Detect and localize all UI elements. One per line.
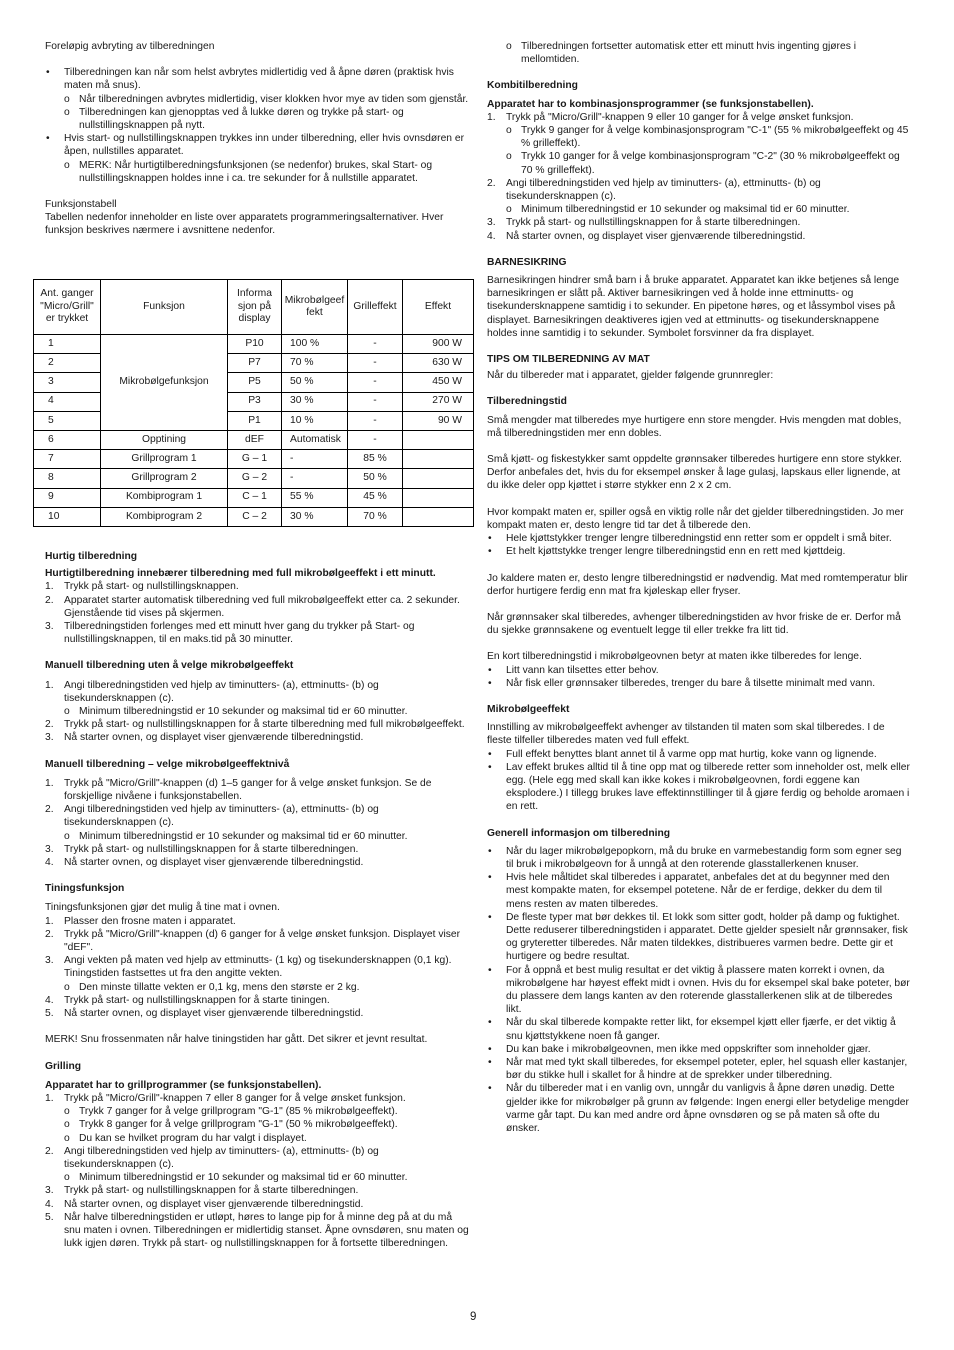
time-paragraph: Når grønnsaker skal tilberedes, avhenger tilberedningstiden av hvor friske de er. Derfor må du sjekke grønnsakene og eventuelt legge til eller trekke fra litt tid. — [487, 611, 901, 637]
table-cell: P10 — [228, 335, 282, 354]
table-cell: Grillprogram 2 — [101, 469, 228, 488]
list-item: • For å oppnå et best mulig resultat er det viktig å plassere maten korrekt i ovnen, da mikrobølgene har høyest effekt midt i ovnen. Hvis du for eksempel skal bake poteter, bør du plassere dem langs kanten av den roterende glasstallerkenen slik at de tilberedes likt. — [487, 964, 910, 1017]
list-item: o Trykk 9 ganger for å velge kombinasjonsprogram "C-1" (55 % mikrobølgeeffekt og 45 % grilleffekt). — [487, 124, 910, 150]
table-cell: Mikrobølgefunksjon — [101, 335, 228, 431]
table-row — [34, 335, 474, 354]
list-text: Når halve tilberedningstiden er utløpt, høres to lange pip for å minne deg på at du må snu maten i ovnen. Tilberedningen er midlertidig stanset. Åpne ovnsdøren, snu maten og lukk igjen døren. Trykk på start- og nullstillingsknappen for å fortsette tilberedningen. — [64, 1211, 469, 1250]
list-item — [487, 177, 910, 203]
list-text: Nå starter ovnen, og displayet viser gjenværende tilberedningstid. — [506, 230, 806, 242]
list-number: 5. — [45, 1008, 54, 1020]
list-item — [45, 731, 471, 744]
list-text: Trykk på "Micro/Grill"-knappen (d) 6 ganger for å velge ønsket funksjon. Displayet viser "dEF". — [64, 928, 461, 954]
list-item: o Tilberedningen kan gjenopptas ved å lukke døren og trykke på start- og nullstillingsknappen på nytt. — [45, 106, 471, 132]
list-item — [45, 915, 471, 928]
combi-subtitle: Apparatet har to kombinasjonsprogrammer (se funksjonstabellen). — [487, 98, 814, 110]
list-item — [45, 928, 471, 954]
table-cell: G – 1 — [228, 450, 282, 469]
table-cell — [403, 430, 474, 449]
list-number: 1. — [45, 581, 54, 593]
tips-intro: Når du tilbereder mat i apparatet, gjelder følgende grunnregler: — [487, 370, 774, 382]
list-item: • Hele kjøttstykker trenger lengre tilberedningstid enn retter som er oppdelt i små biter. — [487, 532, 910, 545]
table-cell: Kombiprogram 2 — [101, 507, 228, 526]
tips-title: TIPS OM TILBEREDNING AV MAT — [487, 354, 650, 366]
table-cell: - — [282, 450, 348, 469]
list-item: • Når fisk eller grønnsaker tilberedes, trenger du bare å tilsette minimalt med vann. — [487, 677, 910, 690]
table-cell: Grillprogram 1 — [101, 450, 228, 469]
table-cell: Opptining — [101, 430, 228, 449]
list-item — [45, 1145, 471, 1171]
list-text: Angi tilberedningstiden ved hjelp av timinutters- (a), ettminutts- (b) og tisekundersknappen (c). — [64, 804, 379, 829]
table-cell: - — [348, 392, 403, 411]
list-item: • Et helt kjøttstykke trenger lengre tilberedningstid enn en rett med kjøttdeig. — [487, 545, 910, 558]
list-text: Trykk på start- og nullstillingsknappen for å starte tilberedningen. — [64, 843, 359, 855]
quick-title: Hurtig tilberedning — [45, 551, 138, 562]
list-item — [45, 594, 471, 620]
manual-title: Manuell tilberedning uten å velge mikrobølgeeffekt — [45, 660, 294, 672]
table-cell: 10 — [34, 507, 101, 526]
combi-title: Kombitilberedning — [487, 80, 578, 92]
table-cell: 45 % — [348, 488, 403, 507]
list-text: Trykk på "Micro/Grill"-knappen (d) 1–5 ganger for å velge ønsket funksjon. Se de forskjellige nivåene i funksjonstabellen. — [64, 777, 432, 803]
list-text: Nå starter ovnen, og displayet viser gjenværende tilberedningstid. — [64, 857, 364, 869]
list-text: Trykk på "Micro/Grill"-knappen 7 eller 8 ganger for å velge ønsket funksjon. — [64, 1092, 406, 1104]
list-number: 1. — [45, 915, 54, 927]
table-cell: - — [282, 469, 348, 488]
table-row — [34, 450, 474, 469]
list-number: 5. — [45, 1211, 54, 1223]
time-paragraph: Små mengder mat tilberedes mye hurtigere enn store mengder. Hvis mengden mat dobles, må tilberedningstiden mer enn dobles. — [487, 414, 902, 439]
table-row — [34, 392, 474, 411]
list-item — [487, 216, 910, 229]
table-cell: Automatisk — [282, 430, 348, 449]
list-number: 4. — [45, 994, 54, 1006]
time-paragraph: Jo kaldere maten er, desto lengre tilberedningstid er nødvendig. Mat med romtemperatur blir derfor hurtigere ferdig enn mat fra kjøleskap eller fryser. — [487, 572, 908, 597]
list-item: • Lav effekt brukes alltid til å tine opp mat og tilberede retter som inneholder ost, melk eller egg. (Hele egg med skall kan ikke kokes i mikrobølgeovnen, fordi eggene kan eksplodere.) I tillegg brukes lave effektinnstillinger til å gjøre ferdig og beholde aromaen i en rett. — [487, 761, 910, 814]
list-text: Trykk på "Micro/Grill"-knappen 9 eller 10 ganger for å velge ønsket funksjon. — [506, 111, 854, 123]
table-header: Grilleffekt — [348, 280, 403, 335]
list-text: Tilberedningstiden forlenges med ett minutt hver gang du trykker på Start- og nullstillingsknappen, til en maks.tid på 30 minutter. — [64, 621, 415, 646]
list-item — [45, 679, 471, 705]
list-number: 3. — [45, 732, 54, 744]
table-cell: P1 — [228, 411, 282, 430]
list-number: 2. — [45, 1145, 54, 1157]
list-number: 1. — [45, 1092, 54, 1104]
list-text: Trykk på start- og nullstillingsknappen. — [64, 581, 239, 593]
table-cell: - — [348, 335, 403, 354]
list-item — [487, 111, 910, 124]
list-item — [45, 1007, 471, 1020]
list-item: o Minimum tilberedningstid er 10 sekunder og maksimal tid er 60 minutter. — [45, 705, 471, 718]
list-number: 3. — [45, 843, 54, 855]
list-number: 4. — [45, 1198, 54, 1210]
function-table-title: Funksjonstabell — [45, 199, 117, 211]
table-cell: 30 % — [282, 392, 348, 411]
list-number: 2. — [487, 177, 496, 189]
table-cell: 100 % — [282, 335, 348, 354]
table-cell: P7 — [228, 354, 282, 373]
list-number: 3. — [45, 955, 54, 967]
table-cell: - — [348, 373, 403, 392]
pause-title: Foreløpig avbryting av tilberedningen — [45, 41, 215, 52]
list-item: o MERK: Når hurtigtilberedningsfunksjonen (se nedenfor) brukes, skal Start- og nullstillingsknappen holdes inne i ca. tre sekunder for å nullstille apparatet. — [45, 159, 471, 185]
defrost-list — [45, 915, 471, 1021]
list-item — [45, 803, 471, 829]
list-item — [45, 1184, 471, 1197]
list-item: o Trykk 8 ganger for å velge grillprogram "G-1" (50 % mikrobølgeeffekt). — [45, 1118, 471, 1131]
list-item — [45, 1211, 471, 1251]
table-cell: 70 % — [348, 507, 403, 526]
table-cell: dEF — [228, 430, 282, 449]
time-paragraph: Små kjøtt- og fiskestykker samt oppdelte grønnsaker tilberedes hurtigere enn store stykker. Derfor anbefales det, hvis du for eksempel ønsker å lage gulasj, lapskaus eller lignende, at du ikke deler opp kjøttet i større stykker enn 2 x 2 cm. — [487, 454, 902, 492]
list-item — [487, 230, 910, 243]
general-title: Generell informasjon om tilberedning — [487, 827, 671, 839]
list-number: 2. — [45, 594, 54, 606]
table-row — [34, 411, 474, 430]
page-number: 9 — [470, 1311, 477, 1323]
list-item: • De fleste typer mat bør dekkes til. Et lokk som sitter godt, holder på damp og fuktighet. Dette reduserer tilberedningstiden i apparatet. Dette gjelder spesielt når grønnsaker, fisk og gryteretter tilberedes. Når maten tildekkes, distribueres varmen bedre. Dette gir et hurtigere og bedre resultat. — [487, 911, 910, 964]
table-cell: Kombiprogram 1 — [101, 488, 228, 507]
list-item: • Når mat med tykt skall tilberedes, for eksempel poteter, epler, hel squash eller kastanjer, bør du stikke hull i skallet for å hindre at de sprekker under tilberedning. — [487, 1056, 910, 1082]
list-item: • Når du tilbereder mat i en vanlig ovn, unngår du vanligvis å åpne døren unødig. Dette gjelder ikke for mikrobølger på grunn av følgende: Ingen energi eller betydelige mengder varme går tapt. Du kan med andre ord åpne ovnsdøren og se på maten så ofte du ønsker. — [487, 1082, 910, 1135]
table-cell: 4 — [34, 392, 101, 411]
table-cell — [403, 450, 474, 469]
list-item — [45, 994, 471, 1007]
table-cell: 55 % — [282, 488, 348, 507]
list-item: o Trykk 10 ganger for å velge kombinasjonsprogram "C-2" (30 % mikrobølgeeffekt og 70 % grilleffekt). — [487, 150, 910, 176]
grill-list — [45, 1092, 471, 1250]
child-lock-title: BARNESIKRING — [487, 256, 567, 268]
table-cell: 7 — [34, 450, 101, 469]
table-cell: 5 — [34, 411, 101, 430]
quick-subtitle: Hurtigtilberedning innebærer tilberedning med full mikrobølgeeffekt i ett minutt. — [45, 568, 436, 580]
table-cell: 10 % — [282, 411, 348, 430]
table-cell: 70 % — [282, 354, 348, 373]
table-cell: 50 % — [282, 373, 348, 392]
time-paragraph: En kort tilberedningstid i mikrobølgeovnen betyr at maten ikke tilberedes for lenge. — [487, 651, 862, 663]
defrost-note: MERK! Snu frossenmaten når halve tiningstiden har gått. Det sikrer et jevnt resultat. — [45, 1034, 428, 1046]
left-column-lower — [45, 550, 471, 1263]
power-bullets — [487, 748, 910, 814]
table-cell — [403, 507, 474, 526]
table-cell: 50 % — [348, 469, 403, 488]
list-item: o Minimum tilberedningstid er 10 sekunder og maksimal tid er 60 minutter. — [487, 203, 910, 216]
table-header: Mikrobølgeef fekt — [282, 280, 348, 335]
list-number: 4. — [45, 857, 54, 869]
list-item: • Du kan bake i mikrobølgeovnen, men ikke med oppskrifter som inneholder gjær. — [487, 1043, 910, 1056]
list-item — [45, 580, 471, 593]
table-row — [34, 507, 474, 526]
table-row — [34, 354, 474, 373]
table-cell: C – 2 — [228, 507, 282, 526]
defrost-title: Tiningsfunksjon — [45, 883, 125, 895]
list-text: Angi tilberedningstiden ved hjelp av timinutters- (a), ettminutts- (b) og tisekundersknappen (c). — [64, 679, 379, 704]
list-item — [45, 718, 471, 731]
table-cell: 90 W — [403, 411, 474, 430]
function-table-intro: Tabellen nedenfor inneholder en liste over apparatets programmeringsalternativer. Hver funksjon beskrives nærmere i avsnittene nedenfor. — [45, 212, 444, 237]
time-bullets — [487, 532, 910, 558]
list-item: • Litt vann kan tilsettes etter behov. — [487, 664, 910, 677]
table-row — [34, 469, 474, 488]
child-lock-text: Barnesikringen hindrer små barn i å bruke apparatet. Apparatet kan ikke betjenes så lenge barnesikringen er slått på. Aktiver barnesikringen ved å holde inne ettminutts- og tisekundersknappene samtidig i to sekunder. En pipetone høres, og et låssymbol vises på displayet. Barnesikringen deaktiveres igjen ved at ettminutts- og tisekundersknappene holdes inne samtidig i to sekunder. Symbolet forsvinner da fra displayet. — [487, 275, 900, 339]
list-item — [45, 843, 471, 856]
time-title: Tilberedningstid — [487, 396, 567, 408]
table-row — [34, 373, 474, 392]
list-text: Nå starter ovnen, og displayet viser gjenværende tilberedningstid. — [64, 1008, 364, 1020]
power-paragraph: Innstilling av mikrobølgeeffekt avhenger av tilstanden til maten som skal tilberedes. I de fleste tilfeller tilberedes maten ved full effekt. — [487, 722, 885, 747]
grill-title: Grilling — [45, 1060, 82, 1072]
table-cell: 270 W — [403, 392, 474, 411]
table-cell — [403, 488, 474, 507]
table-cell: P3 — [228, 392, 282, 411]
grill-subtitle: Apparatet har to grillprogrammer (se funksjonstabellen). — [45, 1079, 322, 1091]
list-item: o Den minste tillatte vekten er 0,1 kg, mens den største er 2 kg. — [45, 981, 471, 994]
list-text: Angi tilberedningstiden ved hjelp av timinutters- (a), ettminutts- (b) og tisekundersknappen (c). — [506, 177, 821, 203]
list-number: 1. — [45, 679, 54, 691]
table-cell: 2 — [34, 354, 101, 373]
list-item — [45, 954, 471, 980]
table-row — [34, 488, 474, 507]
list-item: • Tilberedningen kan når som helst avbrytes midlertidig ved å åpne døren (praktisk hvis maten må snus). — [45, 66, 471, 92]
right-column — [487, 40, 910, 1148]
time-paragraph: Hvor kompakt maten er, spiller også en viktig rolle når det gjelder tilberedningstiden. Jo mer kompakt maten er, desto lengre tid tar det å tilberede den. — [487, 506, 904, 531]
list-number: 3. — [45, 1185, 54, 1197]
list-number: 2. — [45, 719, 54, 731]
list-item — [45, 856, 471, 869]
table-cell: 3 — [34, 373, 101, 392]
list-text: Trykk på start- og nullstillingsknappen for å starte tilberedningen. — [506, 217, 801, 229]
combi-list — [487, 111, 910, 243]
table-cell: G – 2 — [228, 469, 282, 488]
table-header: Effekt — [403, 280, 474, 335]
table-cell: 450 W — [403, 373, 474, 392]
list-item — [45, 620, 471, 646]
list-text: Trykk på start- og nullstillingsknappen for å starte tiningen. — [64, 994, 330, 1006]
list-text: Angi vekten på maten ved hjelp av ettminutts- (1 kg) og tisekundersknappen (0,1 kg). Tiningstiden fastsettes ut fra den angitte vekten. — [64, 955, 452, 980]
list-number: 3. — [45, 621, 54, 633]
list-number: 2. — [45, 804, 54, 816]
list-item: • Når du skal tilberede kompakte retter likt, for eksempel kjøtt eller fjærfe, er det viktig å snu kjøttstykkene noen få ganger. — [487, 1016, 910, 1042]
list-text: Trykk på start- og nullstillingsknappen for å starte tilberedning med full mikrobølgeeffekt. — [64, 719, 465, 731]
table-cell: 630 W — [403, 354, 474, 373]
list-text: Angi tilberedningstiden ved hjelp av timinutters- (a), ettminutts- (b) og tisekundersknappen (c). — [64, 1145, 379, 1170]
table-cell: - — [348, 430, 403, 449]
function-table — [33, 279, 474, 527]
list-item — [45, 777, 471, 803]
list-text: Nå starter ovnen, og displayet viser gjenværende tilberedningstid. — [64, 732, 364, 744]
table-header: Informa sjon på display — [228, 280, 282, 335]
table-cell: 1 — [34, 335, 101, 354]
list-item: o Du kan se hvilket program du har valgt i displayet. — [45, 1132, 471, 1145]
list-number: 1. — [487, 111, 496, 123]
table-cell: 30 % — [282, 507, 348, 526]
list-number: 2. — [45, 928, 54, 940]
table-cell: - — [348, 411, 403, 430]
manual2-list — [45, 777, 471, 869]
list-text: Plasser den frosne maten i apparatet. — [64, 915, 236, 927]
table-cell: 85 % — [348, 450, 403, 469]
table-cell: 900 W — [403, 335, 474, 354]
list-number: 3. — [487, 217, 496, 229]
list-number: 1. — [45, 777, 54, 789]
list-item: o Trykk 7 ganger for å velge grillprogram "G-1" (85 % mikrobølgeeffekt). — [45, 1105, 471, 1118]
table-header-row — [34, 280, 474, 335]
table-row — [34, 430, 474, 449]
table-header: Funksjon — [101, 280, 228, 335]
left-column — [45, 40, 471, 238]
quick-list — [45, 580, 471, 646]
list-text: Apparatet starter automatisk tilberedning ved full mikrobølgeeffekt etter ca. 2 sekunder. Gjenstående tid vises på skjermen. — [64, 594, 460, 619]
list-text: Nå starter ovnen, og displayet viser gjenværende tilberedningstid. — [64, 1198, 364, 1210]
general-bullets — [487, 845, 910, 1135]
table-cell: C – 1 — [228, 488, 282, 507]
table-cell: 6 — [34, 430, 101, 449]
grill-continue-note: o Tilberedningen fortsetter automatisk etter ett minutt hvis ingenting gjøres i mellomtiden. — [487, 40, 910, 66]
time-bullets — [487, 664, 910, 690]
list-item: o Minimum tilberedningstid er 10 sekunder og maksimal tid er 60 minutter. — [45, 830, 471, 843]
list-item: • Full effekt benyttes blant annet til å varme opp mat hurtig, koke vann og lignende. — [487, 748, 910, 761]
table-cell: 9 — [34, 488, 101, 507]
power-title: Mikrobølgeeffekt — [487, 703, 570, 715]
table-header: Ant. ganger "Micro/Grill" er trykket — [34, 280, 101, 335]
table-cell — [403, 469, 474, 488]
manual2-title: Manuell tilberedning – velge mikrobølgeeffektnivå — [45, 758, 290, 770]
list-item: • Hvis start- og nullstillingsknappen trykkes inn under tilberedning, eller hvis ovnsdøren er åpen, nullstilles apparatet. — [45, 132, 471, 158]
list-item — [45, 1092, 471, 1105]
list-text: Trykk på start- og nullstillingsknappen for å starte tilberedningen. — [64, 1185, 359, 1197]
table-cell: P5 — [228, 373, 282, 392]
list-item: • Hvis hele måltidet skal tilberedes i apparatet, anbefales det at du begynner med den mest kompakte maten, for eksempel potetene. Når de er ferdige, dekker du dem til mens resten av maten tilberedes. — [487, 871, 910, 911]
list-item: o Minimum tilberedningstid er 10 sekunder og maksimal tid er 60 minutter. — [45, 1171, 471, 1184]
table-cell: - — [348, 354, 403, 373]
manual-list — [45, 679, 471, 745]
list-number: 4. — [487, 230, 496, 242]
pause-list — [45, 66, 471, 185]
list-item: • Når du lager mikrobølgepopkorn, må du bruke en varmebestandig form som egner seg til bruk i mikrobølgeovn for å unngå at den roterende glasstallerkenen knuser. — [487, 845, 910, 871]
defrost-intro: Tiningsfunksjonen gjør det mulig å tine mat i ovnen. — [45, 902, 280, 914]
list-item — [45, 1198, 471, 1211]
table-cell: 8 — [34, 469, 101, 488]
list-item: o Når tilberedningen avbrytes midlertidig, viser klokken hvor mye av tiden som gjenstår. — [45, 93, 471, 106]
